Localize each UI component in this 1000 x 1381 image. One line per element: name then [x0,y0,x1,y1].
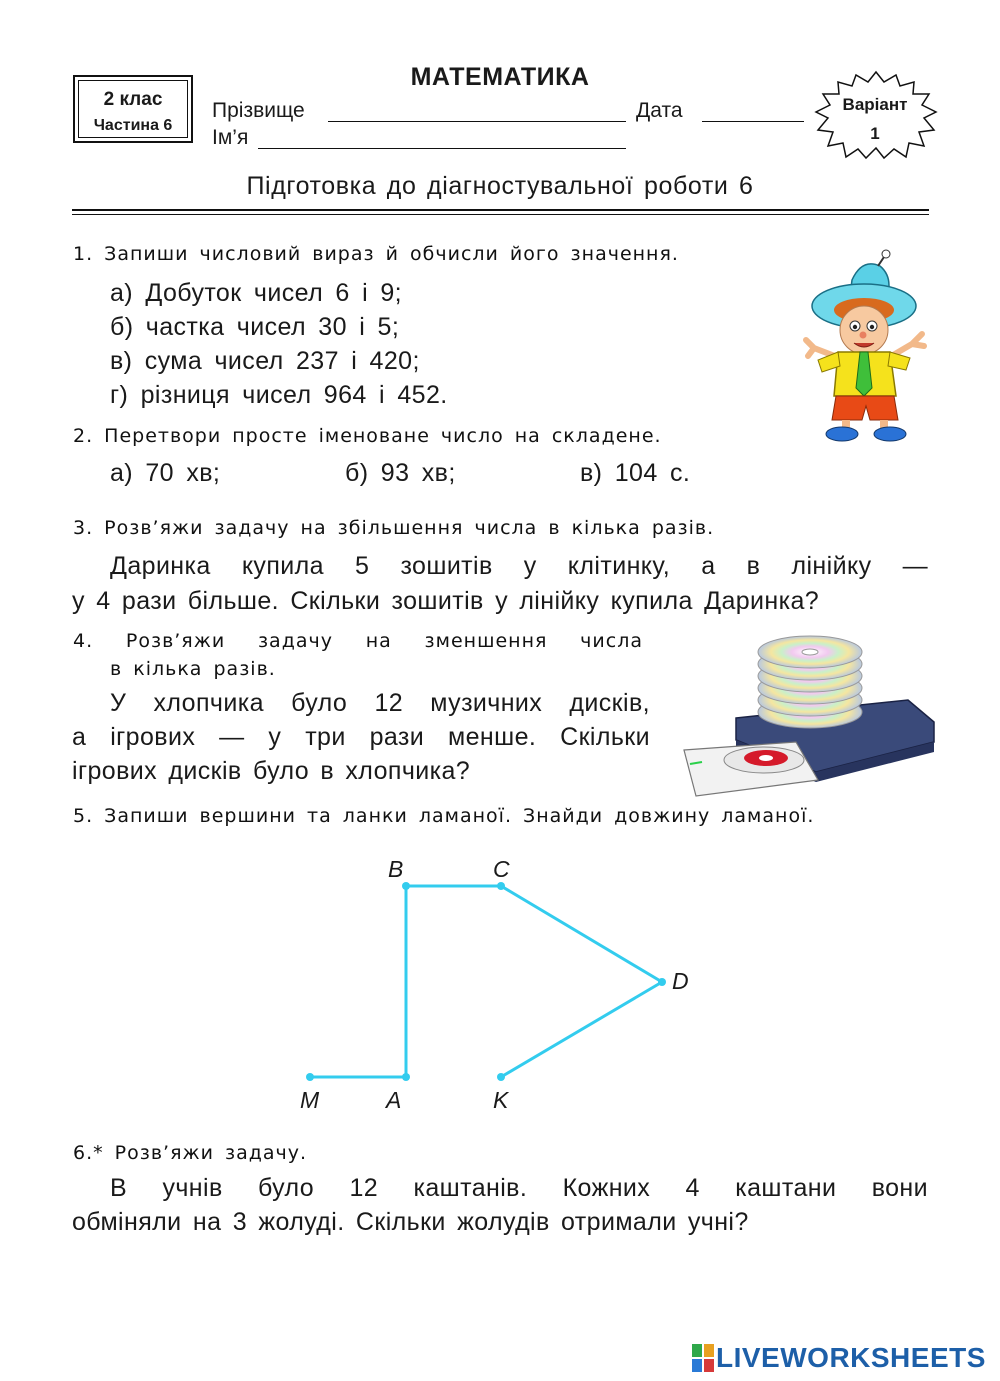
vertex-d [658,978,666,986]
task4-line2: а ігрових — у три рази менше. Скільки [72,723,650,751]
label-c: C [493,856,510,882]
task1-item-b: б) частка чисел 30 і 5; [110,313,400,341]
grade-label: 2 клас [103,89,163,110]
liveworksheets-brand: LIVEWORKSHEETS [716,1342,986,1373]
task1-item-c: в) сума чисел 237 і 420; [110,347,420,375]
date-label: Дата [636,99,683,122]
surname-field[interactable] [328,121,626,122]
task3-line1: Даринка купила 5 зошитів у клітинку, а в лінійку — [110,552,928,580]
task2-heading: 2. Перетвори просте іменоване число на складене. [73,425,662,447]
task4-line1: У хлопчика було 12 музичних дисків, [110,689,650,717]
task4-heading-line2: в кілька разів. [110,658,276,680]
boy-illustration [800,248,930,443]
task1-heading: 1. Запиши числовий вираз й обчисли його значення. [73,243,679,265]
name-label: Ім’я [212,126,249,149]
header-rule-thin [72,214,929,215]
task3-line2: у 4 рази більше. Скільки зошитів у лінійку купила Даринка? [72,587,820,615]
task2-item-b: б) 93 хв; [345,459,456,487]
page-title: МАТЕМАТИКА [410,63,590,91]
task6-line2: обміняли на 3 жолуді. Скільки жолудів отримали учні? [72,1208,749,1236]
label-k: K [493,1087,509,1113]
task4-line3: ігрових дисків було в хлопчика? [72,757,471,785]
task6-heading: 6.* Розв’яжи задачу. [73,1142,308,1164]
polyline-mabcdk [310,886,662,1077]
header-rule [72,209,929,211]
liveworksheets-logo-icon [692,1344,714,1372]
task1-item-a: а) Добуток чисел 6 і 9; [110,279,403,307]
task6-line1: В учнів було 12 каштанів. Кожних 4 каштани вони [110,1174,928,1202]
label-b: B [388,856,404,882]
task4-heading-line1: 4. Розв’яжи задачу на зменшення числа [73,630,643,652]
variant-starburst [814,70,938,160]
cd-player-illustration [676,630,938,800]
label-m: M [300,1087,320,1113]
vertex-m [306,1073,314,1081]
task1-item-d: г) різниця чисел 964 і 452. [110,381,448,409]
vertex-c [497,882,505,890]
vertex-a [402,1073,410,1081]
vertex-k [497,1073,505,1081]
label-d: D [672,968,689,994]
subtitle: Підготовка до діагностувальної роботи 6 [246,172,754,200]
task2-item-c: в) 104 с. [580,459,691,487]
surname-label: Прізвище [212,99,305,122]
task3-heading: 3. Розв’яжи задачу на збільшення числа в кілька разів. [73,517,715,539]
vertex-b [402,882,410,890]
name-field[interactable] [258,148,626,149]
label-a: A [386,1087,402,1113]
part-label: Частина 6 [93,117,173,134]
variant-label: Варіант [842,95,908,114]
task5-heading: 5. Запиши вершини та ланки ламаної. Знайди довжину ламаної. [73,805,815,827]
task2-item-a: а) 70 хв; [110,459,221,487]
date-field[interactable] [702,121,804,122]
variant-number: 1 [870,124,880,143]
